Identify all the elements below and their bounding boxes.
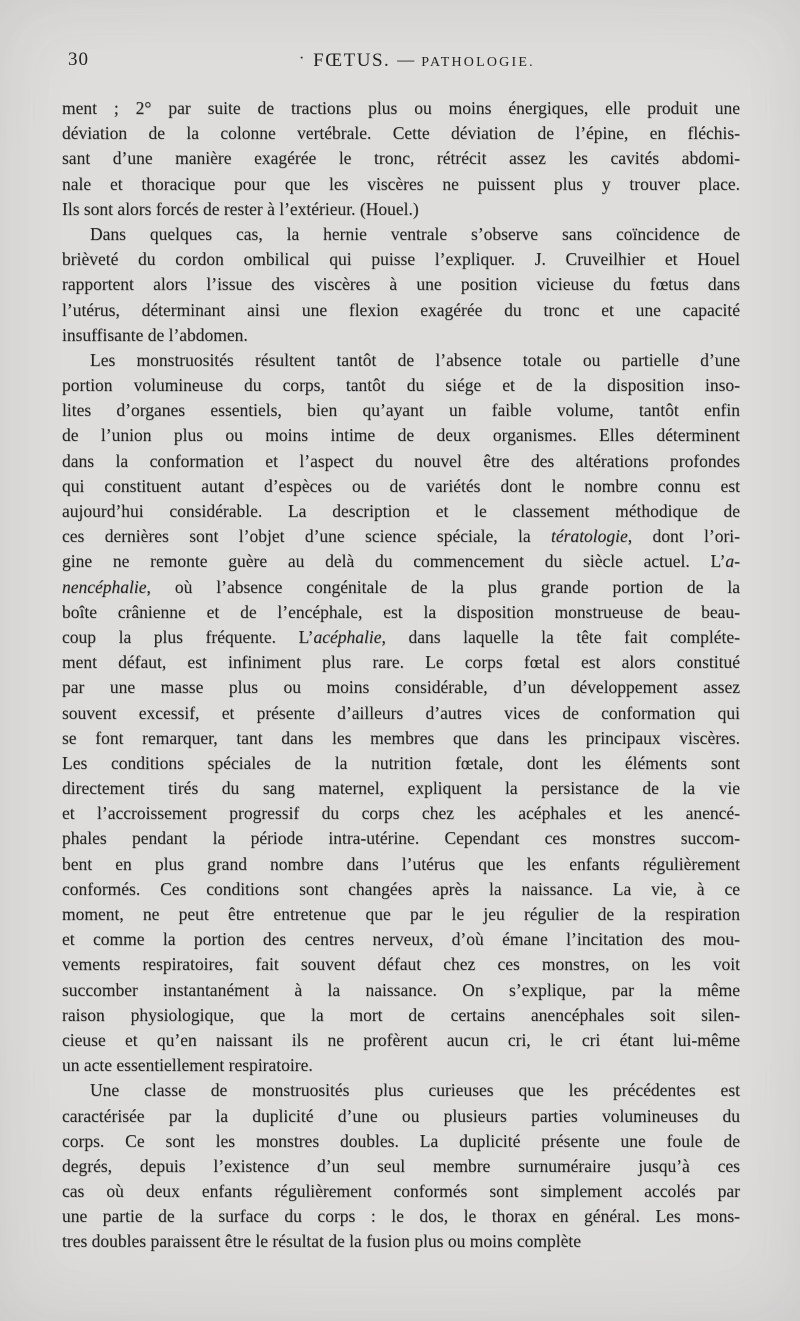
page-number: 30 (68, 49, 89, 70)
text-line: moment, ne peut être entretenue que par le jeu régulier de la respiration (62, 904, 740, 924)
text-line: caractérisée par la duplicité d’une ou plusieurs parties volumineuses du (62, 1105, 740, 1126)
text-line: vements respiratoires, fait souvent défaut chez ces monstres, on les voit (62, 954, 740, 975)
text-line: insuffisante de l’abdomen. (62, 324, 248, 345)
text-line: directement tirés du sang maternel, expliquent la persistance de la vie (62, 778, 740, 799)
text-line: phales pendant la période intra-utérine. Cependant ces monstres succom- (62, 828, 740, 849)
text-line: tres doubles paraissent être le résultat de la fusion plus ou moins complète (62, 1231, 582, 1252)
paragraph (62, 1078, 740, 1254)
paragraph (62, 222, 740, 348)
text-line: de l’union plus ou moins intime de deux organismes. Elles déterminent (62, 425, 740, 446)
text-line: ment ; 2° par suite de tractions plus ou moins énergiques, elle produit une (62, 98, 740, 118)
running-title (24, 50, 800, 72)
text-line: ment défaut, est infiniment plus rare. Le corps fœtal est alors constitué (62, 652, 740, 673)
text-line: Une classe de monstruosités plus curieuses que les précédentes est (90, 1080, 740, 1101)
text-line: degrés, depuis l’existence d’un seul membre surnuméraire jusqu’à ces (62, 1155, 740, 1176)
text-line: dans la conformation et l’aspect du nouvel être des altérations profondes (62, 450, 740, 471)
paragraph (62, 348, 740, 1078)
text-line: Les monstruosités résultent tantôt de l’absence totale ou partielle d’une (90, 349, 740, 370)
text-line: cas où deux enfants régulièrement conformés sont simplement accolés par (62, 1181, 740, 1202)
text-line: Ils sont alors forcés de rester à l’extérieur. (Houel.) (62, 198, 419, 219)
text-line: raison physiologique, que la mort de certains anencéphales soit silen- (62, 1004, 740, 1025)
text-line: et comme la portion des centres nerveux, d’où émane l’incitation des mou- (62, 929, 740, 950)
text-line: lites d’organes essentiels, bien qu’ayant un faible volume, tantôt enfin (62, 400, 740, 421)
text-line: nencéphalie, où l’absence congénitale de la plus grande portion de la (62, 576, 740, 597)
text-line: bent en plus grand nombre dans l’utérus que les enfants régulièrement (62, 853, 740, 874)
text-line: rapportent alors l’issue des viscères à une position vicieuse du fœtus dans (62, 274, 740, 295)
text-line: gine ne remonte guère au delà du commencement du siècle actuel. L’a- (62, 551, 740, 572)
text-line: Dans quelques cas, la hernie ventrale s’observe sans coïncidence de (90, 223, 740, 244)
paragraph (62, 96, 740, 222)
page-header (0, 0, 800, 95)
text-line: déviation de la colonne vertébrale. Cette déviation de l’épine, en fléchis- (62, 123, 740, 144)
text-line: nale et thoracique pour que les viscères ne puissent plus y trouver place. (62, 173, 740, 194)
text-line: boîte crânienne et de l’encéphale, est la disposition monstrueuse de beau- (62, 601, 740, 622)
text-line: ces dernières sont l’objet d’une science spéciale, la tératologie, dont l’ori- (62, 526, 740, 547)
running-title-main: FŒTUS. (313, 50, 391, 71)
text-line: souvent excessif, et présente d’ailleurs d’autres vices de conformation qui (62, 702, 740, 723)
text-line: un acte essentiellement respiratoire. (62, 1055, 313, 1076)
text-line: Les conditions spéciales de la nutrition fœtale, dont les éléments sont (62, 752, 740, 773)
text-line: une partie de la surface du corps : le dos, le thorax en général. Les mons- (62, 1206, 740, 1227)
header-separator-dot: · (299, 50, 305, 67)
text-line: corps. Ce sont les monstres doubles. La duplicité présente une foule de (62, 1130, 740, 1151)
text-line: coup la plus fréquente. L’acéphalie, dans laquelle la tête fait compléte- (62, 626, 740, 647)
text-line: par une masse plus ou moins considérable, d’un développement assez (62, 677, 740, 698)
text-line: qui constituent autant d’espèces ou de variétés dont le nombre connu est (62, 475, 740, 496)
text-line: se font remarquer, tant dans les membres que dans les principaux viscères. (62, 727, 740, 748)
text-line: l’utérus, déterminant ainsi une flexion exagérée du tronc et une capacité (62, 299, 740, 320)
running-title-sub: PATHOLOGIE. (421, 55, 535, 70)
text-line: succomber instantanément à la naissance. On s’explique, par la même (62, 979, 740, 1000)
text-line: aujourd’hui considérable. La description et le classement méthodique de (62, 501, 740, 521)
text-line: conformés. Ces conditions sont changées après la naissance. La vie, à ce (62, 878, 740, 899)
page-body (62, 96, 740, 1255)
text-line: cieuse et qu’en naissant ils ne profèrent aucun cri, le cri étant lui-même (62, 1029, 740, 1050)
text-line: sant d’une manière exagérée le tronc, rétrécit assez les cavités abdomi- (62, 148, 740, 169)
running-title-dash: — (397, 50, 415, 69)
text-line: brièveté du cordon ombilical qui puisse l’expliquer. J. Cruveilhier et Houel (62, 249, 740, 270)
text-line: et l’accroissement progressif du corps chez les acéphales et les anencé- (62, 803, 740, 824)
text-line: portion volumineuse du corps, tantôt du siége et de la disposition inso- (62, 375, 740, 396)
